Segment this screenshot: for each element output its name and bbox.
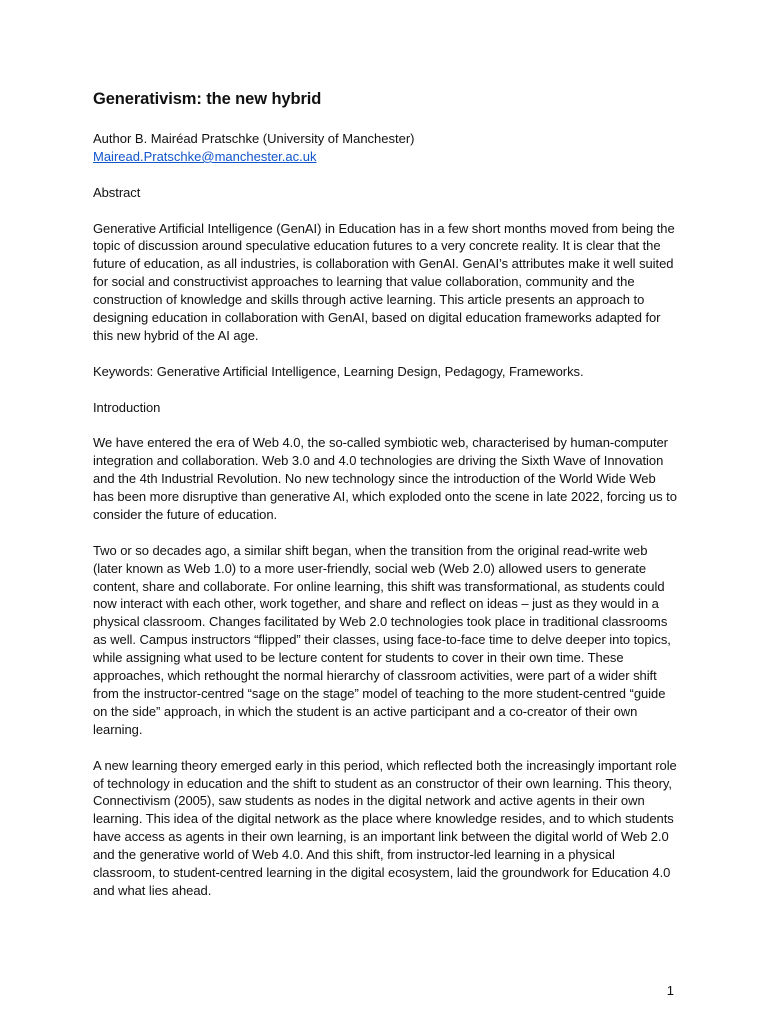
body-paragraph: We have entered the era of Web 4.0, the so-called symbiotic web, characterised by human-computer integration and collaboration. Web 3.0 and 4.0 technologies are driving the Sixth Wave of Innovation and the 4th Industrial Revolution. No new technology since the introduction of the World Wide Web has been more disruptive than generative AI, which exploded onto the scene in late 2022, forcing us to consider the future of education. bbox=[93, 435, 677, 522]
page-number: 1 bbox=[666, 983, 674, 998]
body-paragraph: A new learning theory emerged early in this period, which reflected both the increasingly important role of technology in education and the shift to student as an constructor of their own learning. This theory, Connectivism (2005), saw students as nodes in the digital network and active agents in their own learning. This idea of the digital network as the place where knowledge resides, and to which students have access as agents in their own learning, is an important link between the digital world of Web 2.0 and the generative world of Web 4.0. And this shift, from instructor-led learning in a physical classroom, to student-centred learning in the digital ecosystem, laid the groundwork for Education 4.0 and what lies ahead. bbox=[93, 757, 677, 898]
introduction-heading: Introduction bbox=[93, 399, 161, 415]
paper-title: Generativism: the new hybrid bbox=[93, 90, 322, 108]
body-paragraph: Two or so decades ago, a similar shift began, when the transition from the original read-write web (later known as Web 1.0) to a more user-friendly, social web (Web 2.0) allowed users to generate content, share and collaborate. For online learning, this shift was transformational, as students could now interact with each other, work together, and share and reflect on ideas – just as they would in a physical classroom. Changes facilitated by Web 2.0 technologies took place in traditional classrooms as well. Campus instructors “flipped” their classes, using face-to-face time to delve deeper into topics, while assigning what used to be lecture content for students to cover in their own time. These approaches, which rethought the normal hierarchy of classroom activities, were part of a wider shift from the instructor-centred “sage on the stage” model of teaching to the more student-centred “guide on the side” approach, in which the student is an active participant and a co-creator of their own learning. bbox=[93, 542, 671, 737]
author-block bbox=[93, 130, 678, 166]
author-email-link[interactable]: Mairead.Pratschke@manchester.ac.uk bbox=[93, 148, 317, 164]
author-line: Author B. Mairéad Pratschke (University of Manchester) bbox=[93, 131, 415, 146]
keywords: Keywords: Generative Artificial Intelligence, Learning Design, Pedagogy, Frameworks. bbox=[93, 363, 584, 379]
abstract-text: Generative Artificial Intelligence (GenAI) in Education has in a few short months moved from being the topic of discussion around speculative education futures to a very concrete reality. It is clear that the future of education, as all industries, is collaboration with GenAI. GenAI’s attributes make it well suited for social and constructivist approaches to learning that value collaboration, community and the construction of knowledge and skills through active learning. This article presents an approach to designing education in collaboration with GenAI, based on digital education frameworks adapted for this new hybrid of the AI age. bbox=[93, 220, 675, 343]
abstract-heading: Abstract bbox=[93, 184, 141, 200]
document-page bbox=[93, 88, 678, 918]
